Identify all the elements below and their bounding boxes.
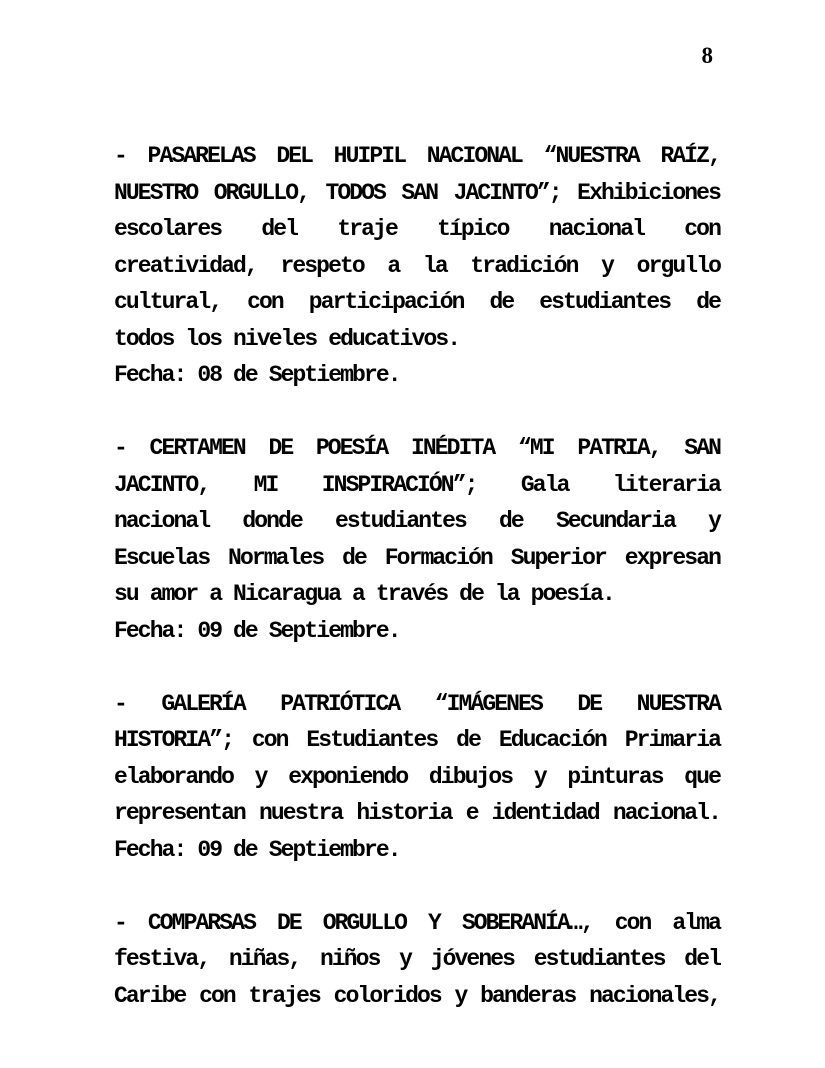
- text-line: - PASARELAS DEL HUIPIL NACIONAL “NUESTRA RAÍZ,: [114, 143, 720, 169]
- text-line: festiva, niñas, niños y jóvenes estudiantes del: [114, 946, 720, 972]
- text-line: todos los niveles educativos.: [114, 325, 460, 352]
- page-number: 8: [701, 43, 713, 68]
- text-line: Escuelas Normales de Formación Superior expresan: [114, 544, 720, 571]
- text-line: elaborando y exponiendo dibujos y pinturas que: [114, 763, 720, 790]
- paragraph-comparsas: [114, 905, 720, 1015]
- text-line: Caribe con trajes coloridos y banderas nacionales,: [114, 982, 720, 1009]
- paragraph-galeria: [114, 686, 720, 869]
- text-line: - COMPARSAS DE ORGULLO Y SOBERANÍA…, con alma: [114, 909, 720, 936]
- text-line: creatividad, respeto a la tradición y orgullo: [114, 252, 720, 279]
- text-line: NUESTRO ORGULLO, TODOS SAN JACINTO”; Exhibiciones: [114, 179, 720, 206]
- text-line: escolares del traje típico nacional con: [114, 216, 720, 242]
- document-body: [114, 138, 720, 1014]
- text-line: representan nuestra historia e identidad nacional.: [114, 800, 720, 826]
- text-line: su amor a Nicaragua a través de la poesía.: [114, 581, 614, 607]
- text-line: HISTORIA”; con Estudiantes de Educación Primaria: [114, 727, 720, 753]
- text-line: - CERTAMEN DE POESÍA INÉDITA “MI PATRIA, SAN: [114, 435, 720, 461]
- date-line: Fecha: 09 de Septiembre.: [114, 617, 400, 644]
- text-line: cultural, con participación de estudiantes de: [114, 289, 720, 315]
- text-line: JACINTO, MI INSPIRACIÓN”; Gala literaria: [114, 471, 720, 498]
- date-line: Fecha: 08 de Septiembre.: [114, 362, 400, 388]
- paragraph-certamen: [114, 430, 720, 649]
- text-line: - GALERÍA PATRIÓTICA “IMÁGENES DE NUESTRA: [114, 690, 720, 717]
- paragraph-pasarelas: [114, 138, 720, 394]
- date-line: Fecha: 09 de Septiembre.: [114, 836, 400, 863]
- text-line: nacional donde estudiantes de Secundaria y: [114, 508, 720, 534]
